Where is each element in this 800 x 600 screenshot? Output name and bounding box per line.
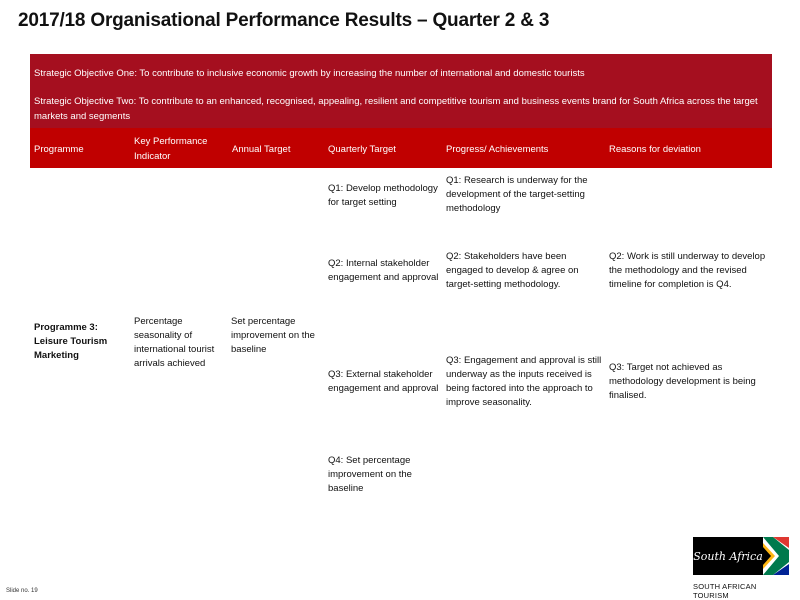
table-header-row: [30, 128, 772, 168]
q3-progress: Q3: Engagement and approval is still underway as the inputs received is being factored into the approach to improve seasonality.: [446, 355, 602, 408]
header-kpi: Key Performance Indicator: [134, 136, 208, 162]
strategic-objectives-banner: [30, 54, 772, 128]
strategic-objective-one: Strategic Objective One: To contribute to inclusive economic growth by increasing the number of international and domestic tourists: [34, 68, 585, 79]
q2-progress: Q2: Stakeholders have been engaged to develop & agree on target-setting methodology.: [446, 251, 579, 290]
header-quarterly-target: Quarterly Target: [328, 144, 396, 155]
logo-caption: SOUTH AFRICAN TOURISM: [693, 582, 757, 600]
slide-number: Slide no. 19: [6, 588, 38, 594]
header-programme: Programme: [34, 144, 84, 155]
header-reasons: Reasons for deviation: [609, 144, 701, 155]
logo-wordmark: South Africa: [693, 550, 763, 563]
page-title: 2017/18 Organisational Performance Results – Quarter 2 & 3: [18, 10, 550, 31]
kpi-cell: Percentage seasonality of international tourist arrivals achieved: [134, 316, 215, 369]
annual-target-cell: Set percentage improvement on the baseline: [231, 316, 315, 355]
header-progress: Progress/ Achievements: [446, 144, 549, 155]
table-body: [30, 168, 772, 508]
strategic-objective-two: Strategic Objective Two: To contribute to an enhanced, recognised, appealing, resilient and competitive tourism and business events brand for South Africa across the target markets and segments: [34, 96, 758, 122]
q3-target: Q3: External stakeholder engagement and approval: [328, 369, 439, 394]
q2-target: Q2: Internal stakeholder engagement and approval: [328, 258, 439, 283]
south-african-tourism-logo: [693, 537, 789, 575]
q2-reason: Q2: Work is still underway to develop the methodology and the revised timeline for completion is Q4.: [609, 251, 766, 290]
q1-target: Q1: Develop methodology for target setting: [328, 183, 438, 208]
header-annual-target: Annual Target: [232, 144, 291, 155]
programme-cell: Programme 3: Leisure Tourism Marketing: [34, 322, 108, 361]
q3-reason: Q3: Target not achieved as methodology development is being finalised.: [609, 362, 756, 401]
q1-progress: Q1: Research is underway for the development of the target-setting methodology: [446, 175, 588, 214]
q4-target: Q4: Set percentage improvement on the baseline: [328, 455, 412, 494]
